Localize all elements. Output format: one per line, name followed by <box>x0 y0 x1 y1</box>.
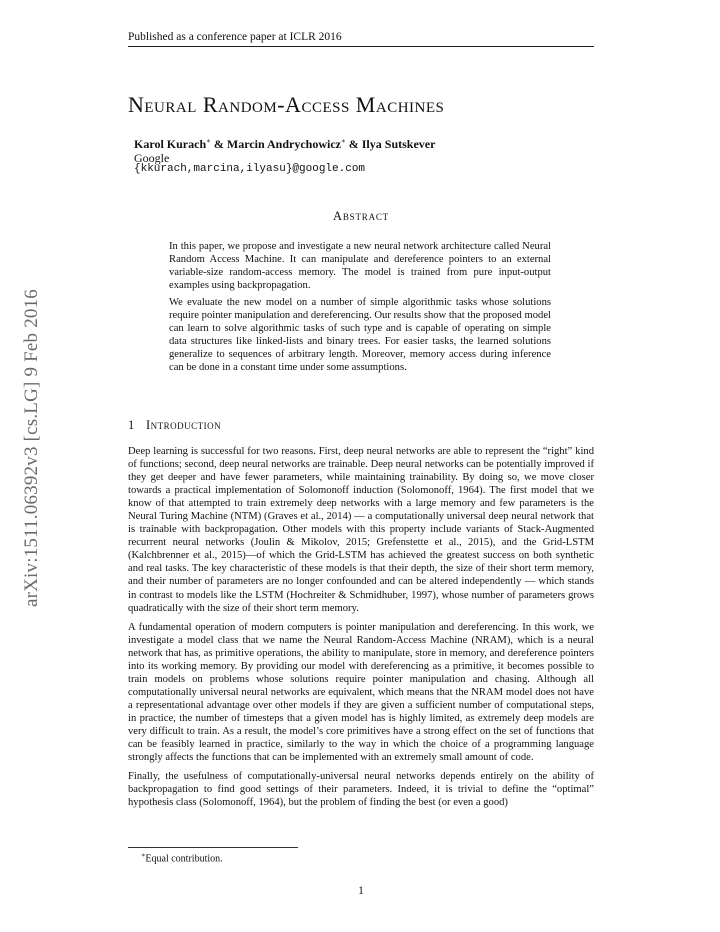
running-header: Published as a conference paper at ICLR 2016 <box>128 31 342 43</box>
author-list <box>134 137 435 152</box>
page-number: 1 <box>358 885 364 897</box>
body-paragraph: A fundamental operation of modern computers is pointer manipulation and dereferencing. In this work, we investigate a model class that we name the Neural Random-Access Machine (NRAM), which is a neural network that has, as primitive operations, the ability to manipulate, store in memory, and dereference pointers into its working memory. By providing our model with dereferencing as a primitive, it becomes possible to train models on problems whose solutions require pointer manipulation and chasing. Although all computationally universal neural networks are equivalent, which means that the NRAM model does not have a representational advantage over other models if they are given a sufficient number of computational steps, in practice, the number of timesteps that a given model has is highly limited, as extremely deep models are very difficult to train. As a result, the model’s core primitives have a strong effect on the set of functions that can be feasibly learned in practice, similarly to the way in which the choice of a programming language strongly affects the functions that can be implemented with an extremely small amount of code. <box>128 621 594 764</box>
abstract-paragraph: In this paper, we propose and investigate a new neural network architecture called Neural Random Access Machine. It can manipulate and dereference pointers to an external variable-size random-access memory. The model is trained from pure input-output examples using backpropagation. <box>169 241 551 291</box>
author-name: Marcin Andrychowicz <box>226 137 341 151</box>
body-text <box>128 445 594 815</box>
footnote-rule <box>128 847 298 848</box>
author-name: Karol Kurach <box>134 137 207 151</box>
author-emails: {kkurach,marcina,ilyasu}@google.com <box>134 163 366 175</box>
abstract-heading: Abstract <box>333 209 389 223</box>
abstract-body <box>169 240 551 378</box>
section-number: 1 <box>128 418 135 432</box>
equal-contribution-mark: ∗ <box>341 137 346 145</box>
footnote <box>141 851 223 864</box>
arxiv-stamp: arXiv:1511.06392v3 [cs.LG] 9 Feb 2016 <box>21 288 42 608</box>
section-title: Introduction <box>146 418 222 432</box>
author-separator: & <box>210 137 227 151</box>
footnote-mark: ∗ <box>141 852 146 859</box>
section-heading <box>128 418 221 433</box>
header-rule <box>128 46 594 47</box>
body-paragraph: Deep learning is successful for two reasons. First, deep neural networks are able to represent the “right” kind of functions; second, deep neural networks are trainable. Deep neural networks can be potentially improved if they get deeper and have fewer parameters, while maintaining trainability. By doing so, we move closer towards a practical implementation of Solomonoff induction (Solomonoff, 1964). The first model that we know of that attempted to train extremely deep networks with a large memory and few parameters is the Neural Turing Machine (NTM) (Graves et al., 2014) — a computationally universal deep neural network that is trainable with backpropagation. Other models with this property include variants of Stack-Augmented recurrent neural networks (Joulin & Mikolov, 2015; Grefenstette et al., 2015), and the Grid-LSTM (Kalchbrenner et al., 2015)—of which the Grid-LSTM has achieved the greatest success on both synthetic and real tasks. The key characteristic of these models is that their depth, the size of their short term memory, and their number of parameters are no longer confounded and can be altered independently — which stands in contrast to models like the LSTM (Hochreiter & Schmidhuber, 1997), whose number of parameters grows quadratically with the size of their short term memory. <box>128 446 594 614</box>
body-paragraph: Finally, the usefulness of computationally-universal neural networks depends entirely on the ability of backpropagation to find good settings of their parameters. Indeed, it is trivial to define the “optimal” hypothesis class (Solomonoff, 1964), but the problem of finding the best (or even a good) <box>128 771 594 809</box>
footnote-text: Equal contribution. <box>145 853 223 865</box>
abstract-paragraph: We evaluate the new model on a number of simple algorithmic tasks whose solutions require pointer manipulation and dereferencing. Our results show that the proposed model can learn to solve algorithmic tasks of such type and is capable of operating on simple data structures like linked-lists and binary trees. For easier tasks, the learned solutions generalize to sequences of arbitrary length. Moreover, memory access during inference can be done in a constant time under some assumptions. <box>169 297 551 373</box>
author-separator: & <box>345 137 362 151</box>
affiliation: Google <box>134 151 170 165</box>
equal-contribution-mark: ∗ <box>206 137 211 145</box>
author-name: Ilya Sutskever <box>361 137 436 151</box>
paper-title: Neural Random-Access Machines <box>128 92 445 117</box>
